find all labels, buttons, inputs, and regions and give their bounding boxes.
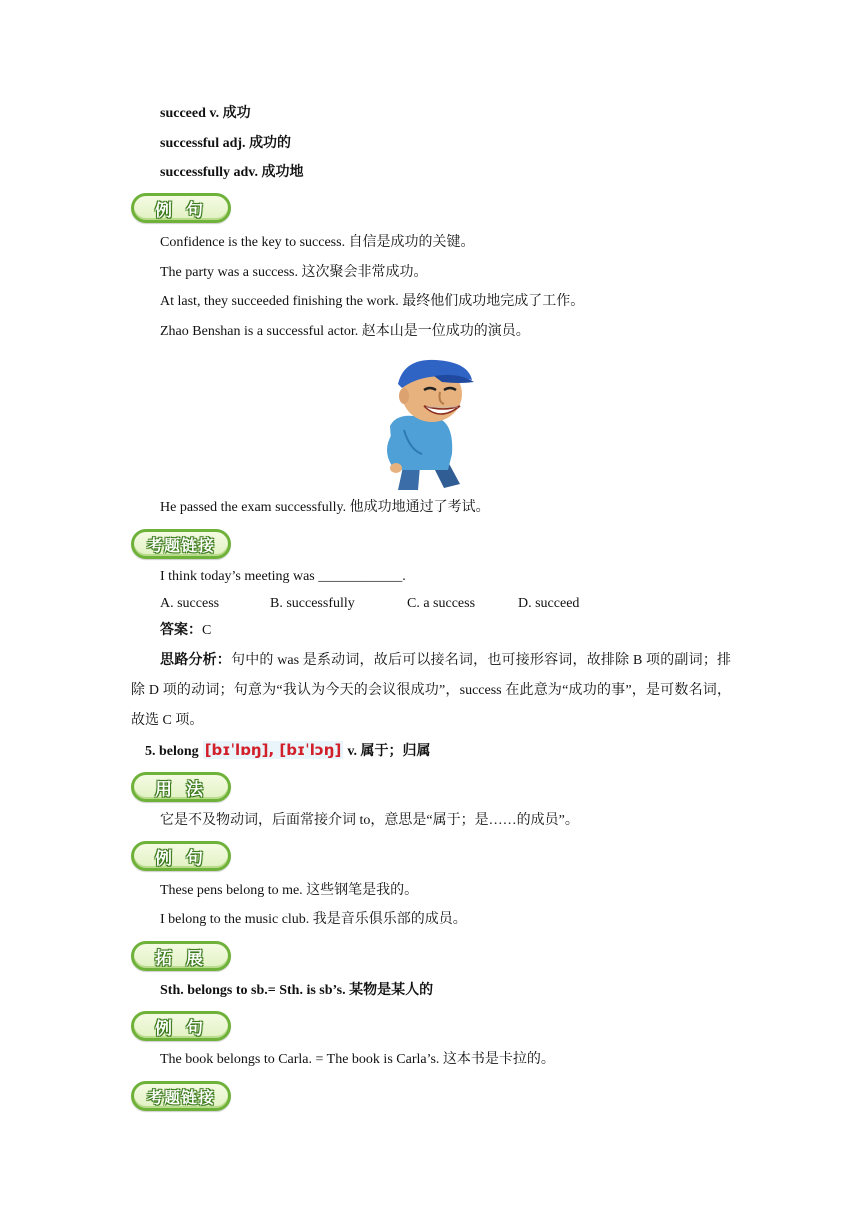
example-badge: 例 句 bbox=[131, 193, 231, 223]
usage-text: 它是不及物动词，后面常接介词 to，意思是“属于；是……的成员”。 bbox=[160, 813, 579, 828]
analysis-label: 思路分析： bbox=[160, 653, 231, 668]
example-badge: 例 句 bbox=[131, 841, 231, 871]
question-options bbox=[160, 594, 760, 614]
vocab-succeed: succeed v. 成功 bbox=[160, 106, 251, 121]
example-sentence: Zhao Benshan is a successful actor. 赵本山是一位成功的演员。 bbox=[160, 324, 530, 339]
example-sentence: The party was a success. 这次聚会非常成功。 bbox=[160, 265, 428, 280]
option-c: C. a success bbox=[407, 596, 476, 611]
answer-value: C bbox=[202, 623, 212, 638]
entry-pos-meaning: v. 属于；归属 bbox=[347, 744, 431, 759]
entry-heading bbox=[145, 740, 431, 762]
cartoon-actor-illustration bbox=[374, 354, 478, 492]
exam-link-badge: 考题链接 bbox=[131, 1081, 231, 1111]
example-sentence: These pens belong to me. 这些钢笔是我的。 bbox=[160, 883, 419, 898]
example-badge: 例 句 bbox=[131, 1011, 231, 1041]
usage-badge: 用 法 bbox=[131, 772, 231, 802]
phonetic-label: [bɪˈlɒŋ], [bɪˈlɔŋ] bbox=[204, 741, 342, 759]
vocab-successfully: successfully adv. 成功地 bbox=[160, 165, 304, 180]
analysis-paragraph bbox=[131, 646, 731, 736]
extend-badge: 拓 展 bbox=[131, 941, 231, 971]
example-sentence: Confidence is the key to success. 自信是成功的关键。 bbox=[160, 235, 475, 250]
option-b: B. successfully bbox=[270, 596, 355, 611]
answer-line bbox=[160, 621, 211, 641]
example-sentence: The book belongs to Carla. = The book is Carla’s. 这本书是卡拉的。 bbox=[160, 1052, 555, 1067]
example-sentence: At last, they succeeded finishing the work. 最终他们成功地完成了工作。 bbox=[160, 294, 585, 309]
entry-word: 5. belong bbox=[145, 744, 199, 759]
question-stem: I think today’s meeting was ____________. bbox=[160, 569, 406, 584]
answer-label: 答案： bbox=[160, 623, 202, 638]
extend-text: Sth. belongs to sb.= Sth. is sb’s. 某物是某人的 bbox=[160, 983, 434, 998]
option-a: A. success bbox=[160, 596, 220, 611]
example-sentence: He passed the exam successfully. 他成功地通过了考试。 bbox=[160, 500, 490, 515]
example-sentence: I belong to the music club. 我是音乐俱乐部的成员。 bbox=[160, 912, 467, 927]
exam-link-badge: 考题链接 bbox=[131, 529, 231, 559]
analysis-text: 句中的 was 是系动词，故后可以接名词，也可接形容词，故排除 B 项的副词；排除 D 项的动词；句意为“我认为今天的会议很成功”，success 在此意为“成功的事”，是可数名词，故选 C 项。 bbox=[131, 653, 732, 728]
option-d: D. succeed bbox=[518, 596, 580, 611]
vocab-successful: successful adj. 成功的 bbox=[160, 136, 292, 151]
